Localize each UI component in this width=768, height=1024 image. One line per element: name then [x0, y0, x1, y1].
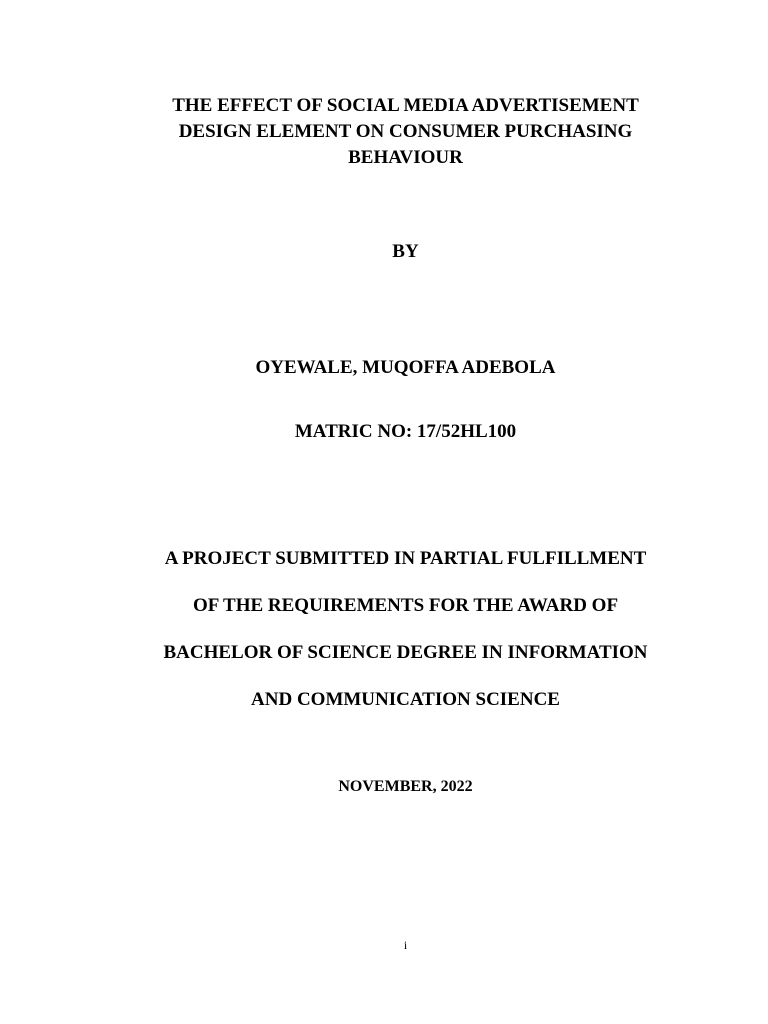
submission-statement	[0, 535, 768, 723]
statement-line-4: AND COMMUNICATION SCIENCE	[251, 689, 560, 710]
document-title	[0, 93, 768, 171]
statement-line-3: BACHELOR OF SCIENCE DEGREE IN INFORMATION	[163, 642, 648, 663]
by-label: BY	[392, 241, 419, 262]
statement-line-1: A PROJECT SUBMITTED IN PARTIAL FULFILLMENT	[164, 548, 647, 569]
author-name: OYEWALE, MUQOFFA ADEBOLA	[255, 357, 556, 378]
title-line-3: BEHAVIOUR	[348, 147, 463, 168]
title-line-2: DESIGN ELEMENT ON CONSUMER PURCHASING	[178, 121, 633, 142]
submission-date: NOVEMBER, 2022	[338, 778, 473, 795]
statement-line-2: OF THE REQUIREMENTS FOR THE AWARD OF	[192, 595, 619, 616]
page-number: i	[403, 938, 408, 952]
title-line-1: THE EFFECT OF SOCIAL MEDIA ADVERTISEMENT	[172, 95, 639, 116]
matric-number: MATRIC NO: 17/52HL100	[294, 421, 517, 442]
